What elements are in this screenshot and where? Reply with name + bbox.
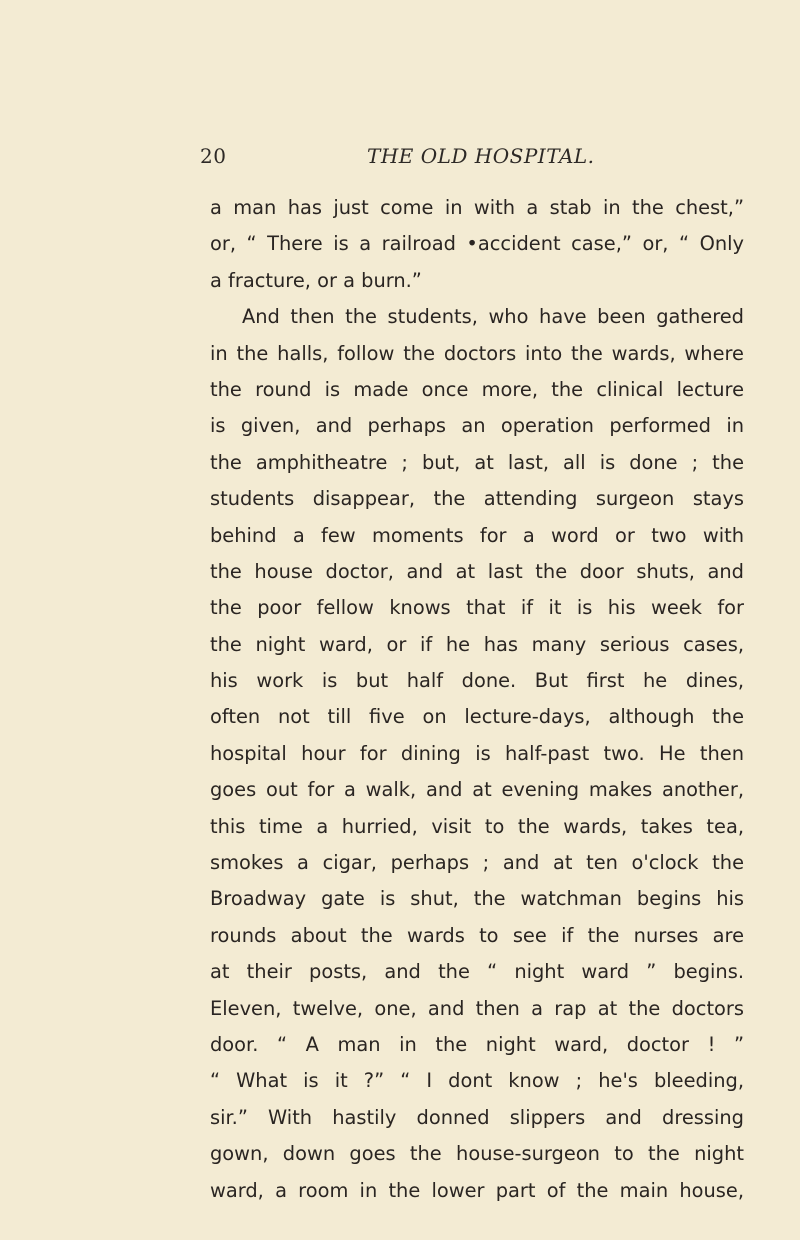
page-number: 20 <box>200 144 227 168</box>
text-line: And then the students, who have been gathered <box>242 305 744 329</box>
text-line: “ What is it ?” “ I dont know ; he's bleeding, <box>210 1069 744 1093</box>
text-line: the amphitheatre ; but, at last, all is done ; the <box>210 450 744 474</box>
text-line: gown, down goes the house-surgeon to the night <box>210 1142 744 1166</box>
text-line: the night ward, or if he has many serious cases, <box>210 632 744 656</box>
text-line: Eleven, twelve, one, and then a rap at the doctors <box>210 996 744 1020</box>
text-line: a man has just come in with a stab in the chest,” <box>210 196 744 219</box>
text-line: door. “ A man in the night ward, doctor ! ” <box>210 1032 744 1056</box>
text-line: goes out for a walk, and at evening makes another, <box>210 778 744 802</box>
text-line: or, “ There is a railroad •accident case,” or, “ Only <box>210 232 744 256</box>
text-line: the poor fellow knows that if it is his week for <box>210 596 744 620</box>
page-header <box>0 144 800 174</box>
text-line: at their posts, and the “ night ward ” begins. <box>210 960 744 984</box>
text-line: smokes a cigar, perhaps ; and at ten o'clock the <box>210 851 744 875</box>
text-line: the house doctor, and at last the door shuts, and <box>210 559 744 583</box>
text-line: ward, a room in the lower part of the main house, <box>210 1178 744 1202</box>
running-title: THE OLD HOSPITAL. <box>367 144 595 168</box>
text-line: hospital hour for dining is half-past two. He then <box>210 741 744 765</box>
body-text <box>210 190 744 1209</box>
text-line: this time a hurried, visit to the wards, takes tea, <box>210 814 744 838</box>
text-line: students disappear, the attending surgeon stays <box>210 487 744 511</box>
text-line: is given, and perhaps an operation performed in <box>210 414 744 438</box>
text-line: a fracture, or a burn.” <box>210 268 422 292</box>
text-line: behind a few moments for a word or two with <box>210 523 744 547</box>
text-line: sir.” With hastily donned slippers and dressing <box>210 1105 744 1129</box>
text-line: the round is made once more, the clinical lecture <box>210 377 744 401</box>
text-line: Broadway gate is shut, the watchman begins his <box>210 887 744 911</box>
text-line: his work is but half done. But first he dines, <box>210 669 744 693</box>
text-line: often not till five on lecture-days, although the <box>210 705 744 729</box>
text-line: rounds about the wards to see if the nurses are <box>210 923 744 947</box>
text-line: in the halls, follow the doctors into the wards, where <box>210 341 744 365</box>
